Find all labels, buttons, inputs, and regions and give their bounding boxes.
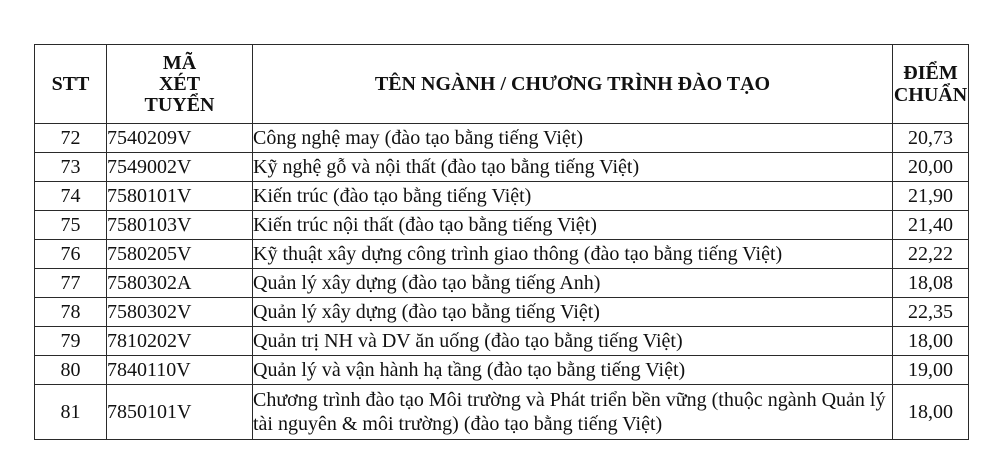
row-score: 22,22 [893, 240, 969, 269]
row-score: 22,35 [893, 298, 969, 327]
table-row [35, 298, 969, 327]
row-program-name: Kiến trúc (đào tạo bằng tiếng Việt) [253, 182, 893, 211]
row-score: 19,00 [893, 356, 969, 385]
table-row [35, 182, 969, 211]
header-code [107, 45, 253, 124]
row-stt: 81 [35, 385, 107, 440]
row-score: 18,00 [893, 385, 969, 440]
row-program-name: Chương trình đào tạo Môi trường và Phát triển bền vững (thuộc ngành Quản lý tài nguyên & môi trường) (đào tạo bằng tiếng Việt) [253, 385, 893, 440]
row-score: 20,00 [893, 153, 969, 182]
row-code: 7580205V [107, 240, 253, 269]
table-row [35, 240, 969, 269]
row-stt: 75 [35, 211, 107, 240]
row-score: 21,90 [893, 182, 969, 211]
header-score-line2: CHUẨN [893, 84, 968, 106]
table-row [35, 269, 969, 298]
admission-score-table [34, 44, 969, 440]
row-code: 7549002V [107, 153, 253, 182]
row-stt: 78 [35, 298, 107, 327]
row-program-name: Kiến trúc nội thất (đào tạo bằng tiếng Việt) [253, 211, 893, 240]
row-stt: 73 [35, 153, 107, 182]
table-row [35, 153, 969, 182]
row-program-name: Kỹ thuật xây dựng công trình giao thông (đào tạo bằng tiếng Việt) [253, 240, 893, 269]
row-code: 7580302V [107, 298, 253, 327]
row-program-name: Quản trị NH và DV ăn uống (đào tạo bằng tiếng Việt) [253, 327, 893, 356]
row-stt: 76 [35, 240, 107, 269]
header-code-line3: TUYỂN [144, 93, 215, 116]
row-program-name: Quản lý xây dựng (đào tạo bằng tiếng Việt) [253, 298, 893, 327]
row-stt: 77 [35, 269, 107, 298]
table-row [35, 356, 969, 385]
row-stt: 80 [35, 356, 107, 385]
row-program-name: Quản lý xây dựng (đào tạo bằng tiếng Anh) [253, 269, 893, 298]
row-score: 18,00 [893, 327, 969, 356]
table-header-row [35, 45, 969, 124]
row-code: 7810202V [107, 327, 253, 356]
row-score: 20,73 [893, 124, 969, 153]
row-code: 7850101V [107, 385, 253, 440]
table-row [35, 124, 969, 153]
row-program-name: Công nghệ may (đào tạo bằng tiếng Việt) [253, 124, 893, 153]
table-row [35, 211, 969, 240]
table-row [35, 385, 969, 440]
header-score [893, 45, 969, 124]
row-stt: 79 [35, 327, 107, 356]
header-stt: STT [35, 45, 107, 124]
header-code-line1: MÃ [162, 51, 197, 74]
row-code: 7580101V [107, 182, 253, 211]
row-score: 18,08 [893, 269, 969, 298]
row-program-name: Kỹ nghệ gỗ và nội thất (đào tạo bằng tiếng Việt) [253, 153, 893, 182]
row-score: 21,40 [893, 211, 969, 240]
header-score-line1: ĐIỂM [903, 62, 958, 84]
row-stt: 72 [35, 124, 107, 153]
row-code: 7840110V [107, 356, 253, 385]
header-code-line2: XÉT [158, 72, 201, 95]
row-code: 7580103V [107, 211, 253, 240]
header-program-name: TÊN NGÀNH / CHƯƠNG TRÌNH ĐÀO TẠO [253, 45, 893, 124]
row-stt: 74 [35, 182, 107, 211]
row-code: 7580302A [107, 269, 253, 298]
row-program-name: Quản lý và vận hành hạ tầng (đào tạo bằng tiếng Việt) [253, 356, 893, 385]
table-row [35, 327, 969, 356]
row-code: 7540209V [107, 124, 253, 153]
